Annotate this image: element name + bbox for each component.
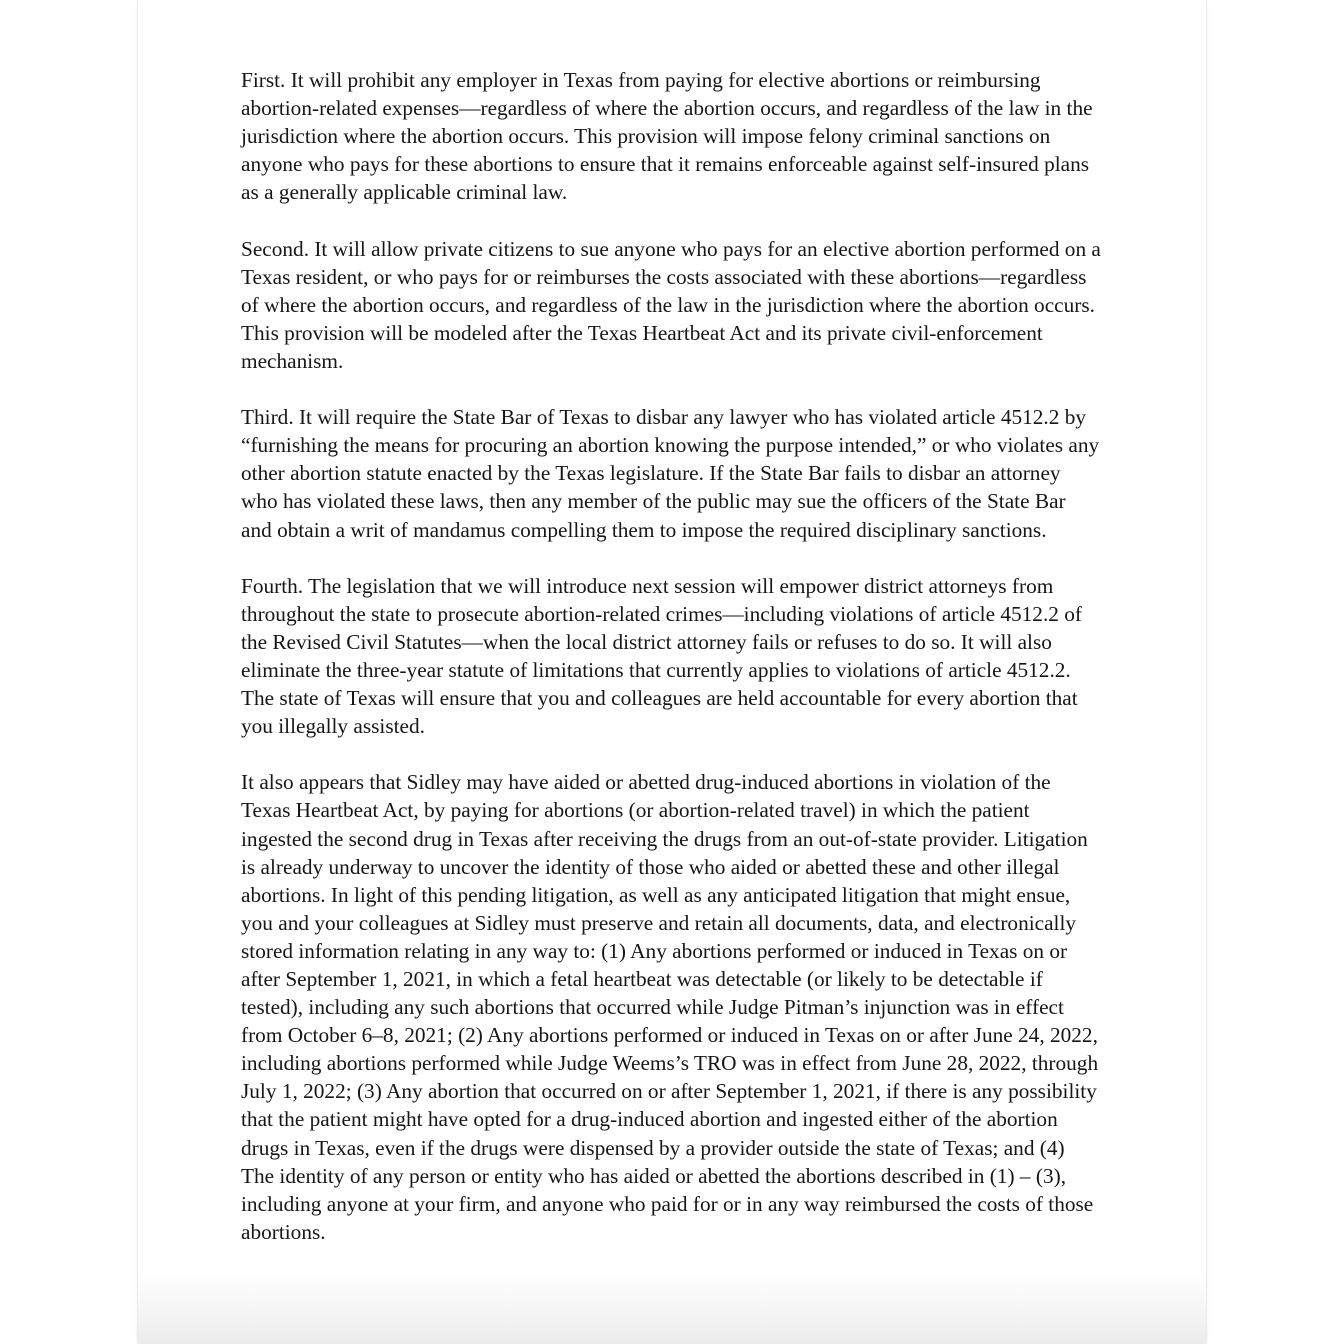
paragraph-third: Third. It will require the State Bar of Texas to disbar any lawyer who has violated article 4512.2 by “furnishing the means for procuring an abortion knowing the purpose intended,” or who violates any other abortion statute enacted by the Texas legislature. If the State Bar fails to disbar an attorney who has violated these laws, then any member of the public may sue the officers of the State Bar and obtain a writ of mandamus compelling them to impose the required disciplinary sanctions.: [241, 405, 1100, 542]
paragraph-preservation-demand: It also appears that Sidley may have aided or abetted drug-induced abortions in violation of the Texas Heartbeat Act, by paying for abortions (or abortion-related travel) in which the patient ingested the second drug in Texas after receiving the drugs from an out-of-state provider. Litigation is already underway to uncover the identity of those who aided or abetted these and other illegal abortions. In light of this pending litigation, as well as any anticipated litigation that might ensue, you and your colleagues at Sidley must preserve and retain all documents, data, and electronically stored information relating in any way to: (1) Any abortions performed or induced in Texas on or after September 1, 2021, in which a fetal heartbeat was detectable (or likely to be detectable if tested), including any such abortions that occurred while Judge Pitman’s injunction was in effect from October 6–8, 2021; (2) Any abortions performed or induced in Texas on or after June 24, 2022, including abortions performed while Judge Weems’s TRO was in effect from June 28, 2022, through July 1, 2022; (3) Any abortion that occurred on or after September 1, 2021, if there is any possibility that the patient might have opted for a drug-induced abortion and ingested either of the abortion drugs in Texas, even if the drugs were dispensed by a provider outside the state of Texas; and (4) The identity of any person or entity who has aided or abetted the abortions described in (1) – (3), including anyone at your firm, and anyone who paid for or in any way reimbursed the costs of those abortions.: [241, 770, 1099, 1244]
paragraph-first: First. It will prohibit any employer in Texas from paying for elective abortions or reimbursing abortion-related expenses—regardless of where the abortion occurs, and regardless of the law in the jurisdiction where the abortion occurs. This provision will impose felony criminal sanctions on anyone who pays for these abortions to ensure that it remains enforceable against self-insured plans as a generally applicable criminal law.: [241, 68, 1093, 205]
document-page: [138, 0, 1206, 1344]
page-body: [241, 66, 1101, 1274]
paragraph-fourth: Fourth. The legislation that we will introduce next session will empower district attorneys from throughout the state to prosecute abortion-related crimes—including violations of article 4512.2 of the Revised Civil Statutes—when the local district attorney fails or refuses to do so. It will also eliminate the three-year statute of limitations that currently applies to violations of article 4512.2. The state of Texas will ensure that you and colleagues are held accountable for every abortion that you illegally assisted.: [241, 573, 1082, 739]
paragraph-second: Second. It will allow private citizens to sue anyone who pays for an elective abortion performed on a Texas resident, or who pays for or reimburses the costs associated with these abortions—regardless of where the abortion occurs, and regardless of the law in the jurisdiction where the abortion occurs. This provision will be modeled after the Texas Heartbeat Act and its private civil-enforcement mechanism.: [241, 236, 1101, 373]
